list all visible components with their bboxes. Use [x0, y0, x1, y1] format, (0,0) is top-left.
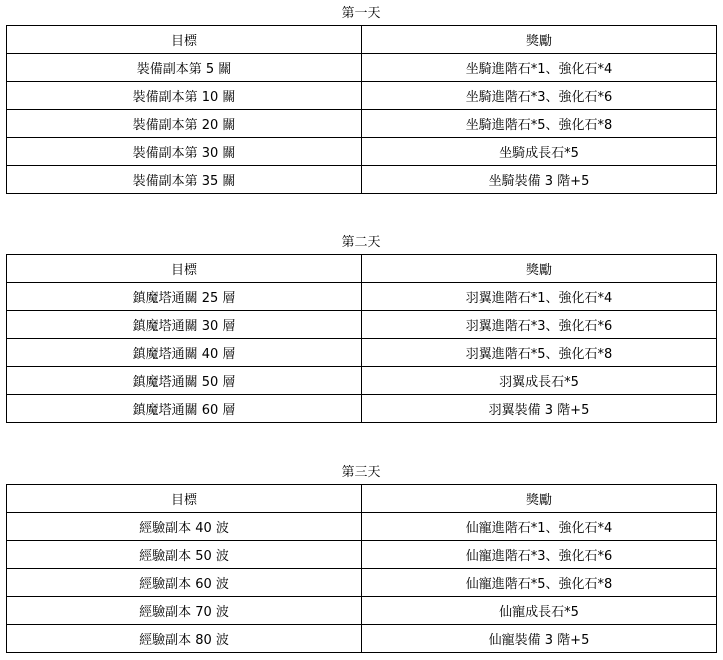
reward-cell: 仙寵進階石*3、強化石*6 — [362, 541, 717, 569]
header-reward: 獎勵 — [362, 26, 717, 54]
reward-cell: 坐騎進階石*5、強化石*8 — [362, 110, 717, 138]
table-row — [7, 311, 717, 339]
table-header-row — [7, 26, 717, 54]
table-row — [7, 339, 717, 367]
table-row — [7, 513, 717, 541]
table-row — [7, 138, 717, 166]
goal-cell: 鎮魔塔通關 30 層 — [7, 311, 362, 339]
section-day-2 — [6, 232, 716, 423]
section-title: 第三天 — [341, 465, 381, 480]
goal-cell: 鎮魔塔通關 50 層 — [7, 367, 362, 395]
reward-table — [6, 484, 717, 653]
table-row — [7, 110, 717, 138]
reward-cell: 羽翼進階石*5、強化石*8 — [362, 339, 717, 367]
table-header-row — [7, 485, 717, 513]
goal-cell: 經驗副本 60 波 — [7, 569, 362, 597]
reward-cell: 坐騎成長石*5 — [362, 138, 717, 166]
table-row — [7, 569, 717, 597]
reward-cell: 坐騎進階石*1、強化石*4 — [362, 54, 717, 82]
table-header-row — [7, 255, 717, 283]
table-row — [7, 625, 717, 653]
table-row — [7, 283, 717, 311]
header-goal: 目標 — [7, 26, 362, 54]
reward-cell: 羽翼進階石*3、強化石*6 — [362, 311, 717, 339]
goal-cell: 經驗副本 50 波 — [7, 541, 362, 569]
reward-table — [6, 25, 717, 194]
goal-cell: 鎮魔塔通關 60 層 — [7, 395, 362, 423]
goal-cell: 裝備副本第 30 關 — [7, 138, 362, 166]
reward-cell: 仙寵進階石*5、強化石*8 — [362, 569, 717, 597]
table-row — [7, 541, 717, 569]
reward-cell: 羽翼裝備 3 階+5 — [362, 395, 717, 423]
reward-cell: 羽翼進階石*1、強化石*4 — [362, 283, 717, 311]
header-goal: 目標 — [7, 485, 362, 513]
goal-cell: 裝備副本第 20 關 — [7, 110, 362, 138]
reward-cell: 坐騎裝備 3 階+5 — [362, 166, 717, 194]
header-reward: 獎勵 — [362, 485, 717, 513]
reward-table — [6, 254, 717, 423]
section-day-1 — [6, 3, 716, 194]
reward-cell: 仙寵裝備 3 階+5 — [362, 625, 717, 653]
goal-cell: 經驗副本 80 波 — [7, 625, 362, 653]
header-reward: 獎勵 — [362, 255, 717, 283]
section-title: 第二天 — [341, 235, 381, 250]
goal-cell: 裝備副本第 10 關 — [7, 82, 362, 110]
table-row — [7, 367, 717, 395]
goal-cell: 裝備副本第 35 關 — [7, 166, 362, 194]
table-row — [7, 597, 717, 625]
reward-cell: 坐騎進階石*3、強化石*6 — [362, 82, 717, 110]
section-day-3 — [6, 462, 716, 653]
reward-cell: 羽翼成長石*5 — [362, 367, 717, 395]
reward-cell: 仙寵成長石*5 — [362, 597, 717, 625]
goal-cell: 裝備副本第 5 關 — [7, 54, 362, 82]
table-row — [7, 395, 717, 423]
table-row — [7, 82, 717, 110]
header-goal: 目標 — [7, 255, 362, 283]
goal-cell: 經驗副本 70 波 — [7, 597, 362, 625]
goal-cell: 鎮魔塔通關 40 層 — [7, 339, 362, 367]
goal-cell: 經驗副本 40 波 — [7, 513, 362, 541]
table-row — [7, 54, 717, 82]
reward-cell: 仙寵進階石*1、強化石*4 — [362, 513, 717, 541]
table-row — [7, 166, 717, 194]
goal-cell: 鎮魔塔通關 25 層 — [7, 283, 362, 311]
section-title: 第一天 — [341, 6, 381, 21]
